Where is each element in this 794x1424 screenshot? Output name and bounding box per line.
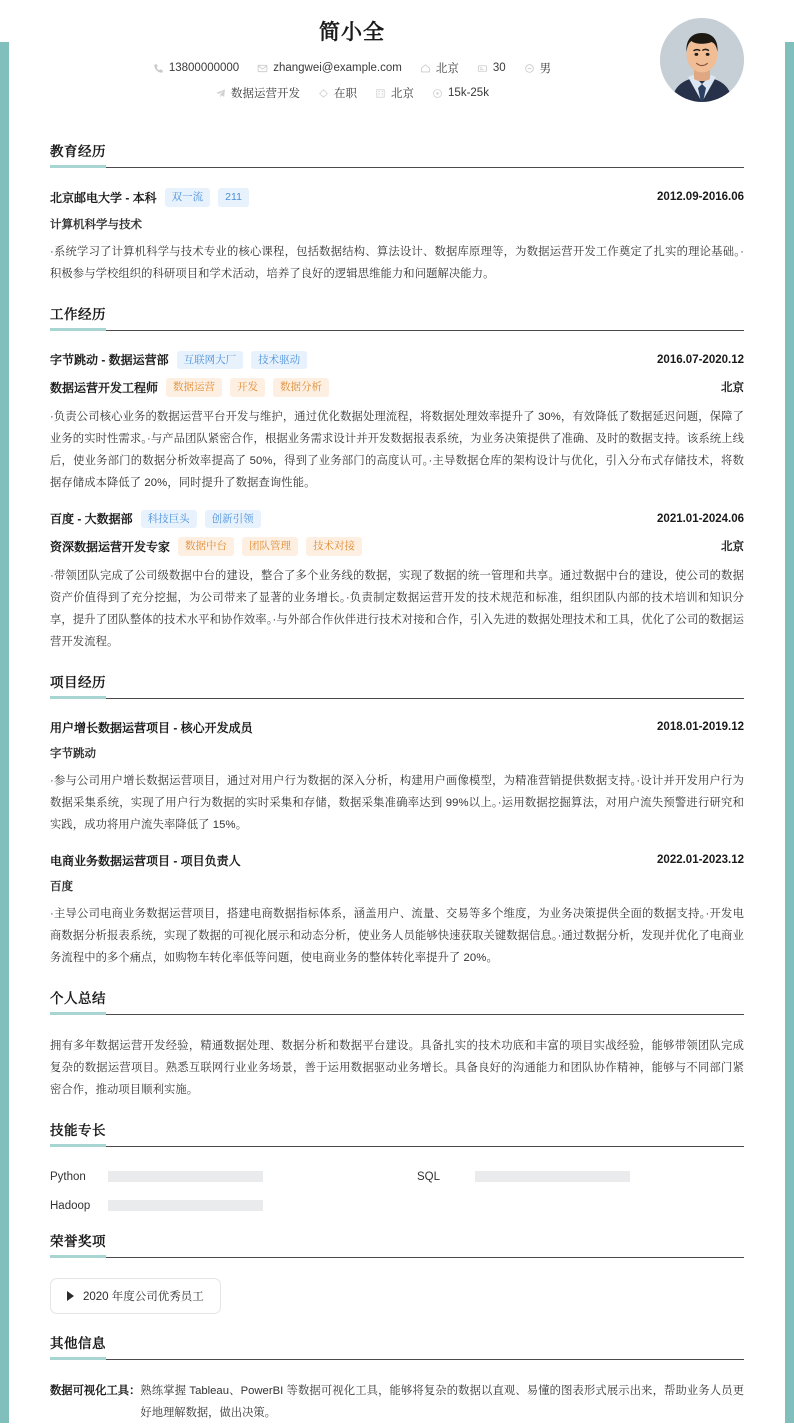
- work-role-tag: 团队管理: [242, 537, 298, 556]
- section-summary: [50, 987, 744, 1101]
- contact-phone: [153, 62, 239, 74]
- honor-text: 2020 年度公司优秀员工: [83, 1290, 204, 1303]
- section-header-honors: [50, 1230, 744, 1262]
- project-entry-header: [50, 719, 744, 736]
- candidate-name: 简小全: [319, 21, 385, 44]
- work-role-tag: 数据分析: [273, 378, 329, 397]
- work-company: 字节跳动 - 数据运营部: [50, 353, 169, 368]
- work-entry: [50, 351, 744, 494]
- section-title-work: 工作经历: [50, 303, 106, 331]
- section-rule: [50, 1146, 744, 1147]
- section-title-education: 教育经历: [50, 140, 106, 168]
- job-status-text: 在职: [334, 88, 358, 100]
- project-date: 2022.01-2023.12: [657, 854, 744, 867]
- skills-grid: [50, 1167, 744, 1212]
- section-header-work: [50, 303, 744, 335]
- education-major: 计算机科学与技术: [50, 218, 142, 231]
- work-company-tag: 技术驱动: [251, 351, 307, 370]
- other-info-text: 熟练掌握 Tableau、PowerBI 等数据可视化工具，能够将复杂的数据以直观、易懂的图表形式展示出来，帮助业务人员更好地理解数据，做出决策。: [140, 1384, 744, 1419]
- section-header-skills: [50, 1119, 744, 1151]
- work-role-tag: 技术对接: [306, 537, 362, 556]
- work-role-left: [50, 537, 362, 556]
- section-title-summary: 个人总结: [50, 987, 106, 1015]
- work-role: 资深数据运营开发专家: [50, 539, 171, 554]
- project-entry-header: [50, 852, 744, 869]
- section-title-other: 其他信息: [50, 1332, 106, 1360]
- project-entry: [50, 852, 744, 969]
- work-entry-left: [50, 351, 307, 370]
- other-info-label: 数据可视化工具：: [50, 1384, 141, 1397]
- work-entry-header: [50, 351, 744, 370]
- work-role-tag: 数据中台: [178, 537, 234, 556]
- work-entry-left: [50, 510, 261, 529]
- contact-age-text: 30: [492, 62, 506, 74]
- section-header-projects: [50, 671, 744, 703]
- work-role-tag: 数据运营: [166, 378, 222, 397]
- play-triangle-icon: [67, 1291, 74, 1301]
- section-honors: [50, 1230, 744, 1314]
- summary-text: 拥有多年数据运营开发经验，精通数据处理、数据分析和数据平台建设。具备扎实的技术功底和丰富的项目实战经验，能够带领团队完成复杂的数据运营项目。熟悉互联网行业业务场景，善于运用数据驱动业务增长。具备良好的沟通能力和团队协作精神，能够与不同部门紧密合作，推动项目顺利实施。: [50, 1039, 744, 1096]
- work-location: 北京: [721, 382, 744, 395]
- target-city: [375, 85, 414, 101]
- contact-phone-text: 13800000000: [168, 62, 240, 74]
- building-icon: [375, 88, 386, 99]
- section-work: [50, 303, 744, 653]
- section-other: [50, 1332, 744, 1424]
- skill-bar: [108, 1171, 263, 1182]
- project-name: 用户增长数据运营项目 - 核心开发成员: [50, 720, 253, 735]
- contact-email-text: zhangwei@example.com: [273, 62, 402, 74]
- contact-row-primary: [50, 60, 744, 76]
- section-rule: [50, 167, 744, 168]
- other-info-item: [50, 1380, 744, 1424]
- education-description: ·系统学习了计算机科学与技术专业的核心课程，包括数据结构、算法设计、数据库原理等，为数据运营开发工作奠定了扎实的理论基础。·积极参与学校组织的科研项目和学术活动，培养了良好的逻辑思维能力和问题解决能力。: [50, 245, 744, 280]
- contact-gender: [524, 60, 552, 76]
- section-title-projects: 项目经历: [50, 671, 106, 699]
- home-icon: [420, 63, 431, 74]
- target-city-text: 北京: [391, 88, 415, 100]
- work-company-tag: 互联网大厂: [177, 351, 244, 370]
- education-entry-left: [50, 188, 249, 207]
- phone-icon: [153, 63, 164, 74]
- section-rule: [50, 1257, 744, 1258]
- work-date: 2021.01-2024.06: [657, 512, 744, 525]
- skill-bar: [108, 1200, 263, 1211]
- section-header-education: [50, 140, 744, 172]
- section-title-honors: 荣誉奖项: [50, 1230, 106, 1258]
- paper-plane-icon: [215, 88, 226, 99]
- work-location: 北京: [721, 541, 744, 554]
- project-company: 百度: [50, 880, 73, 893]
- skill-bar: [475, 1171, 630, 1182]
- work-entry: [50, 510, 744, 653]
- project-description: ·主导公司电商业务数据运营项目，搭建电商数据指标体系，涵盖用户、流量、交易等多个维度，为业务决策提供全面的数据支持。·开发电商数据分析报表系统，实现了数据的可视化展示和动态分析，使业务人员能够快速获取关键数据信息。·通过数据分析，发现并优化了电商业务流程中的多个痛点，如购物车转化率低等问题，使电商业务的整体转化率提升了 20%。: [50, 907, 744, 964]
- work-role: 数据运营开发工程师: [50, 380, 159, 395]
- contact-city-text: 北京: [435, 63, 459, 75]
- skill-name: Hadoop: [50, 1199, 91, 1212]
- avatar: [660, 18, 744, 102]
- education-entry: [50, 188, 744, 285]
- section-title-skills: 技能专长: [50, 1119, 106, 1147]
- work-description: ·带领团队完成了公司级数据中台的建设，整合了多个业务线的数据，实现了数据的统一管理和共享。通过数据中台的建设，使公司的数据资产价值得到了充分挖掘，为公司带来了显著的业务增长。·负责制定数据运营开发的技术规范和标准，组织团队内部的技术培训和知识分享，提升了团队整体的技术水平和协作效率。·与外部合作伙伴进行技术对接和合作，引入先进的数据处理技术和工具，优化了公司的数据运营开发流程。: [50, 569, 744, 648]
- target-position-text: 数据运营开发: [231, 88, 301, 100]
- section-rule: [50, 330, 744, 331]
- status-icon: [318, 88, 329, 99]
- contact-email: [257, 62, 402, 74]
- work-description: ·负责公司核心业务的数据运营平台开发与维护，通过优化数据处理流程，将数据处理效率提升了 30%，有效降低了数据延迟问题，保障了业务的实时性需求。·与产品团队紧密合作，根据业务需求设计并开发数据报表系统，为业务决策提供了准确、及时的数据支持。该系统上线后，使业务部门的数据分析效率提高了 50%，得到了业务部门的高度认可。·主导数据仓库的架构设计与优化，引入分布式存储技术，将数据存储成本降低了 20%，同时提升了数据查询性能。: [50, 410, 744, 489]
- resume-header: [50, 0, 744, 122]
- skill-item: [50, 1200, 377, 1212]
- project-name: 电商业务数据运营项目 - 项目负责人: [50, 853, 241, 868]
- section-rule: [50, 1359, 744, 1360]
- work-role-left: [50, 378, 329, 397]
- work-company-tag: 科技巨头: [141, 510, 197, 529]
- section-skills: [50, 1119, 744, 1212]
- work-company: 百度 - 大数据部: [50, 512, 133, 527]
- work-role-row: [50, 537, 744, 556]
- project-date: 2018.01-2019.12: [657, 721, 744, 734]
- contact-gender-text: 男: [539, 63, 552, 75]
- gender-icon: [524, 63, 535, 74]
- work-date: 2016.07-2020.12: [657, 353, 744, 366]
- education-tag: 211: [218, 188, 249, 207]
- project-description: ·参与公司用户增长数据运营项目，通过对用户行为数据的深入分析，构建用户画像模型，为精准营销提供数据支持。·设计并开发用户行为数据采集系统，实现了用户行为数据的实时采集和存储，数据采集准确率达到 99%以上。·运用数据挖掘算法，对用户流失预警进行研究和实践，成功将用户流失率降低了 15%。: [50, 774, 744, 831]
- education-entry-header: [50, 188, 744, 207]
- salary-icon: [432, 88, 443, 99]
- contact-row-secondary: [50, 85, 744, 101]
- honor-item[interactable]: [50, 1278, 221, 1314]
- section-rule: [50, 1014, 744, 1015]
- project-entry-left: [50, 719, 253, 736]
- work-role-tag: 开发: [230, 378, 265, 397]
- work-role-row: [50, 378, 744, 397]
- contact-city: [420, 60, 459, 76]
- skill-name: Python: [50, 1170, 86, 1183]
- skill-item: [417, 1171, 744, 1183]
- id-card-icon: [477, 63, 488, 74]
- section-rule: [50, 698, 744, 699]
- work-company-tag: 创新引领: [205, 510, 261, 529]
- skill-name: SQL: [417, 1170, 441, 1183]
- expected-salary-text: 15k-25k: [448, 87, 489, 99]
- mail-icon: [257, 63, 268, 74]
- expected-salary: [432, 87, 489, 99]
- skill-item: [50, 1171, 377, 1183]
- education-school: 北京邮电大学 - 本科: [50, 190, 157, 205]
- section-education: [50, 140, 744, 285]
- contact-age: [477, 62, 506, 74]
- work-entry-header: [50, 510, 744, 529]
- job-status: [318, 85, 357, 101]
- education-date: 2012.09-2016.06: [657, 191, 744, 204]
- project-entry: [50, 719, 744, 836]
- target-position: [215, 85, 300, 101]
- section-header-other: [50, 1332, 744, 1364]
- section-header-summary: [50, 987, 744, 1019]
- project-company: 字节跳动: [50, 747, 96, 760]
- section-projects: [50, 671, 744, 969]
- education-tag: 双一流: [165, 188, 211, 207]
- project-entry-left: [50, 852, 241, 869]
